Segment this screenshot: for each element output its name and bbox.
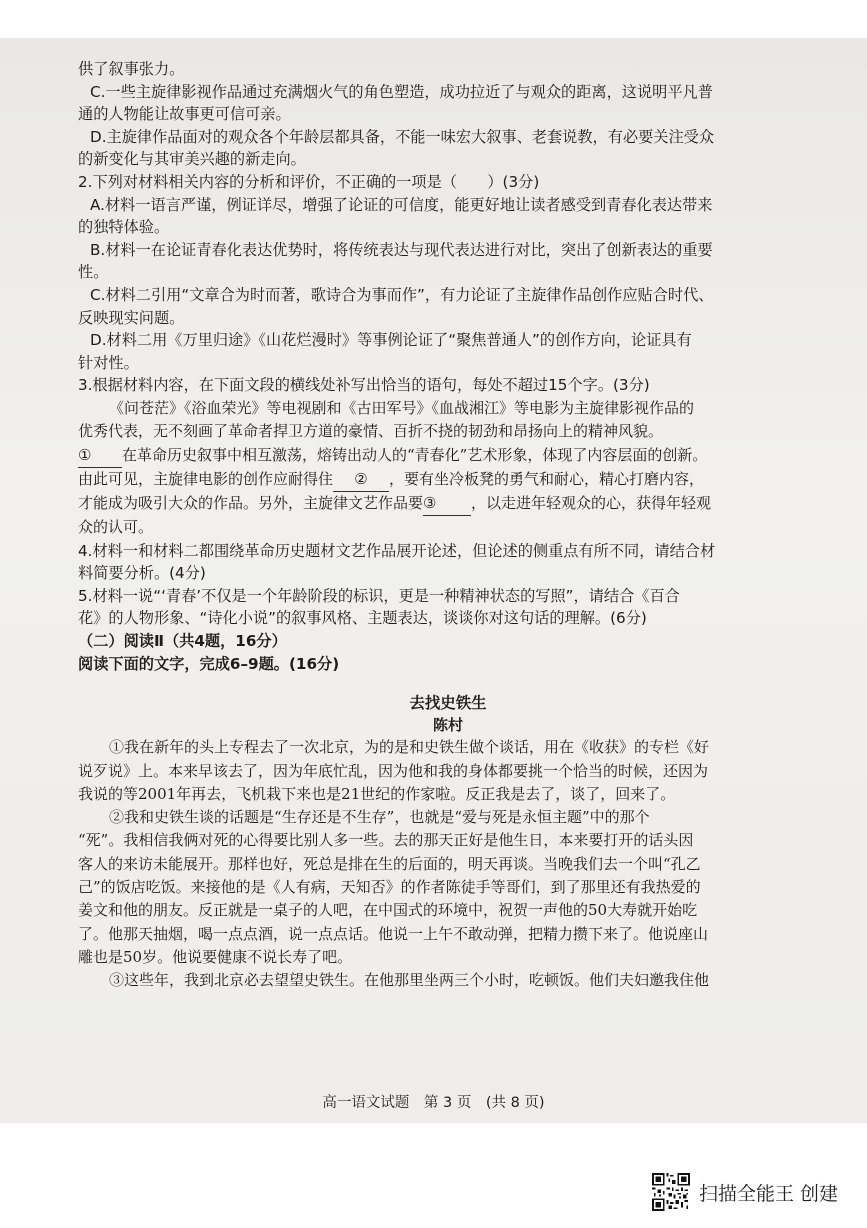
fill-in-passage [78,397,818,540]
paragraph-line: 雕也是50岁。他说要健康不说长寿了吧。 [78,947,353,966]
paragraph-line: 客人的来访未能展开。那样也好，死总是排在生的后面的，明天再谈。当晚我们去一个叫“孔乙 [78,854,701,873]
text-line: 性。 [78,263,109,282]
paragraph-line: ②我和史铁生谈的话题是“生存还是不生存”，也就是“爱与死是永恒主题”中的那个 [109,808,650,827]
question-3: 3.根据材料内容，在下面文段的横线处补写出恰当的语句，每处不超过15个字。(3分) [78,376,650,395]
passage-text: ，要有坐冷板凳的勇气和耐心，精心打磨内容， [389,469,705,488]
section-instruction: 阅读下面的文字，完成6–9题。(16分) [78,654,340,673]
passage-text: ，以走进年轻观众的心，获得年轻观 [471,494,712,513]
text-line: 供了叙事张力。 [78,60,185,78]
question-5: 5.材料一说“‘青春’不仅是一个年龄阶段的标识，更是一种精神状态的写照”，请结合《百合 [78,586,680,605]
question-2: 2.下列对材料相关内容的分析和评价，不正确的一项是（ ）(3分) [78,172,540,191]
paragraph-line: 我说的等2001年再去，飞机栽下来也是21世纪的作家啦。反正我是去了，谈了，回来了。 [78,784,676,803]
passage-line [78,444,818,468]
blank-3: ③ [423,492,471,516]
passage-line [78,468,818,492]
paragraph-line: “死”。我相信我俩对死的心得要比别人多一些。去的那天正好是他生日，本来要打开的话头因 [78,831,694,850]
q2-option-c: C.材料二引用“文章合为时而著，歌诗合为事而作”，有力论证了主旋律作品创作应贴合时代、 [90,285,714,304]
scanner-watermark [652,1172,838,1212]
option-c: C.一些主旋律影视作品通过充满烟火气的角色塑造，成功拉近了与观众的距离，这说明平凡普 [90,82,713,101]
passage-line [78,492,818,516]
text-line: 针对性。 [78,353,139,372]
text-line: 料简要分析。(4分) [78,564,206,583]
text-line: 通的人物能让故事更可信可亲。 [78,105,291,124]
passage-text: 才能成为吸引大众的作品。另外，主旋律文艺作品要 [78,494,424,513]
paragraph-line: 姜文和他的朋友。反正就是一桌子的人吧，在中国式的环境中，祝贺一声他的50大寿就开始吃 [78,901,698,920]
passage-line: 优秀代表，无不刻画了革命者捍卫方道的豪情、百折不挠的韧劲和昂扬向上的精神风貌。 [78,422,664,441]
passage-text: 在革命历史叙事中相互激荡，熔铸出动人的“青春化”艺术形象，体现了内容层面的创新。 [122,445,708,464]
paragraph-line: 己”的饭店吃饭。来接他的是《人有病，天知否》的作者陈徒手等哥们，到了那里还有我热爱的 [78,878,701,897]
blank-1: ① [78,444,122,468]
qr-code-icon [652,1173,690,1211]
blank-2: ② [333,468,389,492]
question-4: 4.材料一和材料二都围绕革命历史题材文艺作品展开论述，但论述的侧重点有所不同，请结合材 [78,541,716,560]
article-title: 去找史铁生 [409,694,487,713]
option-d: D.主旋律作品面对的观众各个年龄层都具备，不能一味宏大叙事、老套说教，有必要关注受众 [90,127,715,146]
q2-option-a: A.材料一语言严谨，例证详尽，增强了论证的可信度，能更好地让读者感受到青春化表达带来 [90,195,713,214]
text-line: 反映现实问题。 [78,308,185,327]
text-line: 花》的人物形象、“诗化小说”的叙事风格、主题表达，谈谈你对这句话的理解。(6分) [78,609,647,628]
paragraph-line: 了。他那天抽烟，喝一点点酒，说一点点话。他说一上午不敢动弹，把精力攒下来了。他说座山 [78,924,709,943]
watermark-label: 扫描全能王 创建 [699,1182,839,1205]
passage-text: 由此可见，主旋律电影的创作应耐得住 [78,469,334,488]
text-line: 的新变化与其审美兴趣的新走向。 [78,150,306,169]
section-heading: （二）阅读Ⅱ（共4题，16分） [78,632,287,651]
article-author: 陈村 [432,716,463,735]
passage-line: 众的认可。 [78,518,154,537]
text-line: 的独特体验。 [78,218,170,237]
paragraph-line: ①我在新年的头上专程去了一次北京，为的是和史铁生做个谈话，用在《收获》的专栏《好 [109,738,710,757]
q2-option-d: D.材料二用《万里归途》《山花烂漫时》等事例论证了“聚焦普通人”的创作方向，论证具有 [90,331,692,350]
passage-line: 《问苍茫》《浴血荣光》等电视剧和《古田军号》《血战湘江》等电影为主旋律影视作品的 [109,398,695,417]
q2-option-b: B.材料一在论证青春化表达优势时，将传统表达与现代表达进行对比，突出了创新表达的重要 [90,240,713,259]
page-footer: 高一语文试题 第 3 页 (共 8 页) [322,1095,545,1111]
exam-content [78,58,818,993]
paragraph-line: 说歹说》上。本来早该去了，因为年底忙乱，因为他和我的身体都要挑一个恰当的时候，还因为 [78,761,709,780]
paragraph-line: ③这些年，我到北京必去望望史铁生。在他那里坐两三个小时，吃顿饭。他们夫妇邀我住他 [109,971,710,990]
article-body [78,736,818,992]
